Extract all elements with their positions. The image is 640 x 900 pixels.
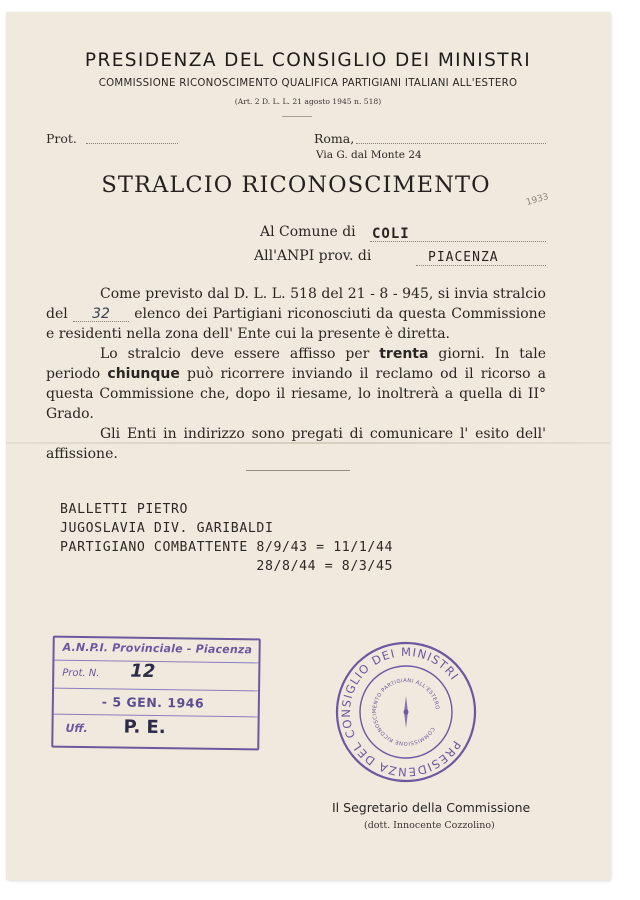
office-address: Via G. dal Monte 24 [316,149,422,161]
pencil-annotation: 1933 [525,192,550,208]
seal-outer-text: PRESIDENZA DEL CONSIGLIO DEI MINISTRI [338,644,464,780]
typed-partisan-name: BALLETTI PIETRO [60,502,189,517]
header-rule [282,116,312,117]
stamp-prot-label: Prot. N. [62,667,100,680]
typed-unit: JUGOSLAVIA DIV. GARIBALDI [60,521,274,536]
header-law-reference: (Art. 2 D. L. L. 21 agosto 1945 n. 518) [234,97,382,106]
seal-inner-text: COMMISSIONE RICONOSCIMENTO PARTIGIANI ALL'ESTERO [371,677,440,747]
paragraph-3: Gli Enti in indirizzo sono pregati di comunicare l' esito dell' affissione. [46,426,546,462]
comune-value: COLI [372,226,410,242]
presidency-seal-icon [334,640,478,784]
protocol-dotted-field [86,143,178,144]
place-label: Roma, [314,131,355,146]
anpi-value: PIACENZA [428,250,499,265]
anpi-protocol-stamp [51,636,261,751]
protocol-label: Prot. [46,131,77,146]
document-sheet [6,12,610,880]
body-paragraphs [46,284,546,464]
comune-dotted-field [370,241,546,242]
header-presidency: PRESIDENZA DEL CONSIGLIO DEI MINISTRI [84,50,532,71]
anpi-label: All'ANPI prov. di [254,248,372,264]
anpi-dotted-field [416,265,546,266]
stamp-title: A.N.P.I. Provinciale - Piacenza [62,640,253,657]
stamp-uff-value: P. E. [123,716,166,739]
stamp-uff-label: Uff. [65,721,88,736]
section-divider [246,470,350,471]
date-dotted-field [356,143,546,144]
emphasis-trenta: trenta [379,346,429,362]
paragraph-1: Come previsto dal D. L. L. 518 del 21 - 8 - 945, si invia stralcio del 32 elenco dei Partigiani riconosciuti da questa Commissione e residenti nella zona dell' Ente cui la presente è diretta. [46,286,546,342]
signatory-name: (dott. Innocente Cozzolino) [364,820,495,831]
stamp-date: - 5 GEN. 1946 [101,694,205,711]
paragraph-2: Lo stralcio deve essere affisso per trenta giorni. In tale periodo chiunque può ricorrere inviando il reclamo od il ricorso a questa Commissione che, dopo il riesame, lo inoltrerà a quella di II° Grado. [46,346,547,422]
signatory-role: Il Segretario della Commissione [332,800,531,815]
document-title: STRALCIO RICONOSCIMENTO [101,172,491,198]
list-number-handwritten: 32 [73,307,129,322]
comune-label: Al Comune di [260,224,356,240]
typed-service-period-1: PARTIGIANO COMBATTENTE 8/9/43 = 11/1/44 [60,540,394,555]
stamp-prot-value: 12 [130,660,156,682]
typed-service-period-2: 28/8/44 = 8/3/45 [60,559,394,574]
emphasis-chiunque: chiunque [107,366,180,382]
header-commission: COMMISSIONE RICONOSCIMENTO QUALIFICA PARTIGIANI ITALIANI ALL'ESTERO [98,78,518,89]
